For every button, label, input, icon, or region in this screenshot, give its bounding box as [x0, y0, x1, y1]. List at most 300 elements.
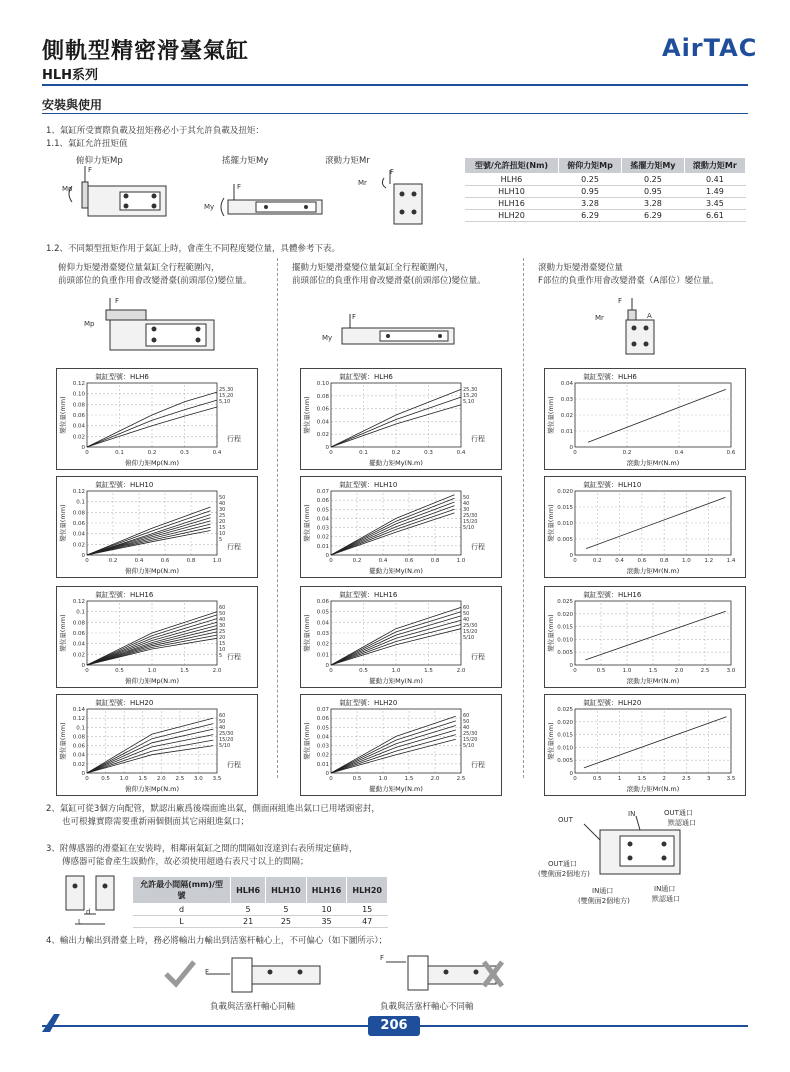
- chart-title: 氣缸型號：HLH16: [583, 591, 642, 599]
- x-tick-label: 0.6: [637, 558, 647, 564]
- y-tick-label: 0.04: [72, 641, 85, 648]
- series-label: 50: [463, 719, 470, 725]
- x-tick-label: 1: [617, 776, 622, 782]
- port-in-label: IN通口: [654, 885, 676, 893]
- x-tick-label: 0.8: [186, 558, 196, 564]
- x-tick-label: 2.0: [156, 776, 166, 782]
- series-label: 40: [463, 617, 470, 623]
- series-line: [588, 389, 726, 442]
- series-label: 25/30: [463, 623, 478, 629]
- torque-table-cell: 6.29: [622, 210, 685, 222]
- x-axis-label: 擺動力矩My(N.m): [369, 459, 423, 467]
- plot-area: [87, 709, 217, 773]
- x-axis-label: 滾動力矩Mr(N.m): [626, 459, 680, 467]
- chart-4: [56, 694, 258, 796]
- series-label: 5/10: [463, 525, 475, 531]
- x-tick-label: 1.5: [424, 668, 433, 674]
- series-label: 20: [219, 519, 226, 525]
- y-axis-label: 變位量(mm): [303, 722, 311, 760]
- y-tick-label: 0.04: [72, 531, 85, 538]
- series-label: 30: [219, 507, 226, 513]
- gap-table-header: HLH6: [231, 877, 266, 904]
- x-axis-label: 俯仰力矩Mp(N.m): [124, 785, 180, 793]
- series-label: 40: [219, 725, 226, 731]
- chart-3: [56, 586, 258, 688]
- gap-table-cell: d: [133, 904, 231, 916]
- series-label: 60: [463, 713, 470, 719]
- note-1: 1、氣缸所受實際負載及扭矩務必小于其允許負載及扭矩：: [46, 126, 264, 136]
- my-diagram: [206, 180, 326, 224]
- series-label: 5: [219, 537, 223, 543]
- col2-line2: 前頭部位的負重作用會改變滑臺(前頭部位)變位量。: [292, 276, 486, 286]
- mp-label: 俯仰力矩Mp: [76, 156, 123, 166]
- x-tick-label: 0.6: [726, 450, 736, 456]
- chart-5: [300, 368, 502, 470]
- y-axis-label: 變位量(mm): [59, 396, 67, 434]
- port-in: IN: [628, 810, 636, 818]
- x-axis-label: 俯仰力矩Mp(N.m): [124, 677, 180, 685]
- x-tick-label: 2.5: [456, 776, 466, 782]
- y-tick-label: 0.04: [72, 423, 85, 430]
- y-tick-label: 0: [569, 771, 573, 777]
- gap-table-row: [133, 904, 388, 916]
- torque-table-row: [465, 186, 746, 198]
- y-axis-label: 變位量(mm): [547, 614, 555, 652]
- x-tick-label: 1.0: [378, 776, 388, 782]
- note-2-line2: 也可根據實際需要重新兩個側面其它兩組進氣口；: [62, 817, 250, 827]
- y-tick-label: 0.1: [76, 499, 85, 506]
- y-tick-label: 0.02: [560, 413, 573, 419]
- series-label: 5: [219, 653, 223, 659]
- x-tick-label: 0: [329, 558, 333, 564]
- x-tick-label: 1.0: [391, 668, 401, 674]
- series-label: 40: [463, 725, 470, 731]
- y-tick-label: 0.06: [72, 743, 85, 750]
- y-tick-label: 0.010: [557, 637, 573, 644]
- ok-caption: 負載與活塞杆軸心同軸: [210, 1002, 296, 1012]
- y-tick-label: 0.02: [72, 761, 85, 768]
- y-tick-label: 0.06: [72, 413, 85, 419]
- y-axis-label: 變位量(mm): [547, 722, 555, 760]
- x-tick-label: 0.4: [456, 450, 466, 456]
- x-tick-label: 0: [85, 450, 89, 456]
- chart-title: 氣缸型號：HLH10: [95, 481, 154, 489]
- f-label-3: F: [390, 168, 395, 176]
- mp-diagram-col1: [80, 296, 220, 356]
- y-tick-label: 0: [569, 445, 573, 451]
- gap-table-row: [133, 916, 388, 928]
- page-title: 側軌型精密滑臺氣缸: [42, 39, 250, 64]
- series-label: 15/20: [219, 737, 234, 743]
- x-axis-label: 俯仰力矩Mp(N.m): [124, 567, 180, 575]
- torque-table-row: [465, 198, 746, 210]
- x-tick-label: 0.5: [592, 776, 602, 782]
- x-tick-label: 2.5: [175, 776, 185, 782]
- series-label: 25: [219, 513, 226, 519]
- y-tick-label: 0.03: [560, 397, 573, 403]
- y-tick-label: 0.015: [557, 505, 573, 511]
- x-tick-label: 3: [706, 776, 711, 782]
- chart-9: [544, 368, 746, 470]
- x-tick-label: 1.5: [404, 776, 414, 782]
- series-label: 25/30: [463, 513, 478, 519]
- y-tick-label: 0.01: [316, 652, 329, 659]
- series-label: 25: [219, 629, 226, 635]
- x-tick-label: 0.1: [359, 450, 368, 456]
- y-axis-label: 變位量(mm): [59, 614, 67, 652]
- port-default-label: 默認通口: [668, 819, 696, 827]
- section-heading: 安裝與使用: [42, 98, 103, 112]
- chart-title: 氣缸型號：HLH6: [339, 373, 393, 381]
- stroke-label: 行程: [227, 653, 241, 661]
- y-tick-label: 0.06: [316, 599, 329, 605]
- gap-table-header: 允許最小間隔(mm)/型號: [133, 877, 231, 904]
- torque-table: [464, 157, 746, 222]
- y-tick-label: 0.05: [316, 507, 329, 514]
- y-tick-label: 0.02: [316, 432, 329, 439]
- x-tick-label: 0.3: [424, 450, 433, 456]
- col2-line1: 擺動力矩變滑臺變位量氣缸全行程範圍內，: [292, 263, 454, 273]
- y-tick-label: 0.04: [316, 620, 329, 627]
- y-tick-label: 0: [81, 553, 85, 559]
- series-label: 5/10: [463, 743, 475, 749]
- series-label: 25/30: [219, 731, 234, 737]
- y-tick-label: 0.06: [316, 498, 329, 505]
- gap-table-header: HLH10: [266, 877, 307, 904]
- series-label: 15: [219, 525, 226, 531]
- note-3-line2: 傳感器可能會產生誤動作，故必須使用超過右表尺寸以上的間隔；: [62, 857, 309, 867]
- series-label: 5/10: [219, 743, 231, 749]
- series-label: 30: [463, 507, 470, 513]
- y-tick-label: 0.08: [72, 510, 85, 517]
- x-tick-label: 0.4: [674, 450, 684, 456]
- my-diagram-col2: [322, 312, 462, 352]
- y-tick-label: 0: [325, 445, 329, 451]
- y-tick-label: 0.02: [316, 752, 329, 759]
- gap-table-cell: 21: [231, 916, 266, 928]
- chart-11: [544, 586, 746, 688]
- f-label-7: F: [205, 968, 210, 976]
- y-tick-label: 0.015: [557, 624, 573, 631]
- torque-table-cell: 0.41: [684, 174, 745, 186]
- x-tick-label: 0: [85, 668, 89, 674]
- torque-table-header: 搖擺力矩My: [622, 158, 685, 174]
- x-tick-label: 0: [573, 558, 577, 564]
- y-tick-label: 0.025: [557, 599, 573, 605]
- chart-10: [544, 476, 746, 578]
- mr-label: 滾動力矩Mr: [325, 156, 370, 166]
- torque-table-cell: 6.61: [684, 210, 745, 222]
- y-tick-label: 0.02: [72, 652, 85, 659]
- y-axis-label: 變位量(mm): [547, 504, 555, 542]
- series-label: 15/20: [463, 629, 478, 635]
- x-tick-label: 1.5: [637, 776, 647, 782]
- chart-title: 氣缸型號：HLH20: [583, 699, 642, 707]
- x-axis-label: 俯仰力矩Mp(N.m): [124, 459, 180, 467]
- y-tick-label: 0: [81, 445, 85, 451]
- x-tick-label: 1.0: [147, 668, 157, 674]
- a-label: A: [647, 312, 652, 320]
- f-label-1: F: [88, 166, 93, 174]
- y-tick-label: 0.015: [557, 732, 573, 739]
- gap-table-cell: L: [133, 916, 231, 928]
- series-label: 30: [219, 623, 226, 629]
- x-tick-label: 0: [573, 776, 577, 782]
- y-tick-label: 0.02: [316, 534, 329, 541]
- y-tick-label: 0.06: [72, 521, 85, 527]
- y-tick-label: 0.04: [316, 419, 329, 426]
- mr-diagram: [370, 168, 430, 228]
- y-tick-label: 0: [325, 553, 329, 559]
- y-tick-label: 0.005: [557, 537, 573, 543]
- y-tick-label: 0.12: [72, 381, 85, 387]
- dim-l-label: L: [78, 918, 82, 926]
- x-tick-label: 0: [85, 776, 89, 782]
- x-tick-label: 2.5: [682, 776, 691, 782]
- x-tick-label: 3.0: [194, 776, 203, 782]
- col3-line2: F部位的負重作用會改變滑臺（A部位）變位量。: [538, 276, 719, 286]
- series-label: 10: [219, 531, 226, 537]
- y-tick-label: 0.02: [316, 641, 329, 648]
- y-tick-label: 0.1: [76, 609, 85, 616]
- gap-table-cell: 5: [266, 904, 307, 916]
- torque-table-cell: HLH6: [465, 174, 559, 186]
- torque-table-header: 俯仰力矩Mp: [558, 158, 621, 174]
- note-3-line1: 3、附傳感器的滑臺缸在安裝時，相鄰兩氣缸之間的間隔如沒達到右表所規定値時，: [46, 844, 358, 854]
- x-tick-label: 1.4: [726, 558, 736, 564]
- chart-6: [300, 476, 502, 578]
- y-tick-label: 0.005: [557, 758, 573, 765]
- y-tick-label: 0.04: [316, 734, 329, 741]
- stroke-label: 行程: [471, 435, 485, 443]
- y-tick-label: 0.06: [316, 716, 329, 723]
- y-tick-label: 0.020: [557, 489, 573, 495]
- y-tick-label: 0.1: [76, 725, 85, 732]
- series-label: 15: [219, 641, 226, 647]
- chart-title: 氣缸型號：HLH16: [339, 591, 398, 599]
- x-tick-label: 0.8: [430, 558, 440, 564]
- x-tick-label: 1.5: [180, 668, 189, 674]
- series-label: 25,30: [463, 387, 478, 393]
- column-divider-1: [277, 258, 278, 778]
- y-tick-label: 0.01: [316, 543, 329, 550]
- series-title: HLH系列: [42, 68, 99, 83]
- check-icon: [166, 962, 194, 984]
- x-tick-label: 1.2: [704, 558, 714, 564]
- x-tick-label: 1.0: [622, 668, 632, 674]
- y-tick-label: 0.08: [316, 393, 329, 400]
- load-axis-diagram: [160, 952, 620, 998]
- gap-table-cell: 10: [306, 904, 347, 916]
- y-tick-label: 0.08: [72, 620, 85, 627]
- y-tick-label: 0.12: [72, 599, 85, 605]
- note-1-1: 1.1、氣缸允許扭矩值: [46, 139, 128, 149]
- note-1-2: 1.2、不同類型扭矩作用于氣缸上時，會產生不同程度變位量，具體參考下表。: [46, 244, 341, 254]
- x-tick-label: 3.0: [726, 668, 736, 674]
- x-tick-label: 0: [573, 450, 577, 456]
- y-tick-label: 0.12: [72, 489, 85, 495]
- gap-table: [132, 876, 388, 928]
- y-axis-label: 變位量(mm): [303, 504, 311, 542]
- series-label: 50: [219, 495, 226, 501]
- page-number: 206: [368, 1016, 420, 1036]
- y-tick-label: 0.08: [72, 402, 85, 409]
- stroke-label: 行程: [471, 761, 485, 769]
- stroke-label: 行程: [227, 761, 241, 769]
- x-tick-label: 1.5: [648, 668, 658, 674]
- series-line: [87, 735, 213, 773]
- y-axis-label: 變位量(mm): [59, 722, 67, 760]
- col1-line2: 前頭部位的負重作用會改變滑臺(前頭部位)變位量。: [58, 276, 252, 286]
- series-label: 15,20: [463, 393, 478, 399]
- series-label: 50: [463, 495, 470, 501]
- note-4: 4、輸出力輸出到滑臺上時，務必將輸出力輸出到活塞杆軸心上，不可偏心（如下圖所示）；: [46, 936, 388, 946]
- y-tick-label: 0.010: [557, 521, 573, 527]
- y-tick-label: 0.01: [560, 429, 573, 435]
- y-tick-label: 0.14: [72, 707, 85, 713]
- torque-table-row: [465, 174, 746, 186]
- mp-diagram: [58, 164, 178, 226]
- torque-table-row: [465, 210, 746, 222]
- series-label: 40: [219, 501, 226, 507]
- x-tick-label: 2.0: [456, 668, 466, 674]
- series-line: [87, 400, 217, 447]
- x-tick-label: 0.2: [352, 558, 362, 564]
- x-tick-label: 1.0: [119, 776, 129, 782]
- series-label: 50: [219, 719, 226, 725]
- series-line: [87, 515, 211, 556]
- x-tick-label: 0.2: [592, 558, 602, 564]
- y-tick-label: 0.07: [316, 707, 329, 713]
- gap-table-cell: 35: [306, 916, 347, 928]
- f-label-5: F: [352, 313, 357, 321]
- note-2-line1: 2、氣缸可從3個方向配管，默認出廠爲後端面進出氣，側面兩組進出氣口已用堵頭密封，: [46, 804, 380, 814]
- y-tick-label: 0.04: [316, 516, 329, 523]
- y-axis-label: 變位量(mm): [303, 396, 311, 434]
- x-axis-label: 擺動力矩My(N.m): [369, 567, 423, 575]
- chart-title: 氣缸型號：HLH16: [95, 591, 154, 599]
- series-line: [331, 513, 455, 555]
- x-axis-label: 滾動力矩Mr(N.m): [626, 785, 680, 793]
- series-label: 5,10: [219, 399, 231, 405]
- x-tick-label: 0.5: [352, 776, 362, 782]
- x-tick-label: 2.0: [674, 668, 684, 674]
- series-line: [331, 735, 456, 773]
- torque-table-cell: 3.45: [684, 198, 745, 210]
- header-divider: [42, 84, 748, 86]
- x-tick-label: 0.2: [391, 450, 401, 456]
- torque-table-cell: 6.29: [558, 210, 621, 222]
- mp-symbol-col1: Mp: [84, 320, 95, 328]
- section-divider: [42, 113, 748, 114]
- series-line: [331, 721, 456, 773]
- series-label: 25,30: [219, 387, 234, 393]
- x-tick-label: 0.4: [615, 558, 624, 564]
- series-label: 40: [463, 501, 470, 507]
- mr-diagram-col3: [604, 296, 664, 358]
- series-line: [331, 739, 456, 773]
- y-tick-label: 0.04: [72, 752, 85, 759]
- series-label: 60: [463, 605, 470, 611]
- my-symbol-col2: My: [322, 334, 333, 342]
- x-tick-label: 3.5: [726, 776, 736, 782]
- y-tick-label: 0: [569, 663, 573, 669]
- plot-area: [575, 709, 731, 773]
- y-tick-label: 0.020: [557, 719, 573, 726]
- y-tick-label: 0.02: [72, 542, 85, 549]
- torque-table-header: 滾動力矩Mr: [684, 158, 745, 174]
- series-label: 60: [219, 605, 226, 611]
- stroke-label: 行程: [227, 543, 241, 551]
- x-tick-label: 0.6: [160, 558, 170, 564]
- chart-2: [56, 476, 258, 578]
- y-tick-label: 0.05: [316, 725, 329, 732]
- gap-table-header: HLH20: [347, 877, 388, 904]
- x-tick-label: 0.2: [147, 450, 157, 456]
- x-tick-label: 2.0: [212, 668, 222, 674]
- series-line: [87, 531, 211, 556]
- x-tick-label: 1.0: [212, 558, 222, 564]
- footer-arrow-icon: [42, 1014, 64, 1034]
- column-divider-2: [523, 258, 524, 778]
- torque-table-cell: 0.95: [622, 186, 685, 198]
- chart-title: 氣缸型號：HLH6: [583, 373, 637, 381]
- y-tick-label: 0.03: [316, 631, 329, 637]
- series-label: 5/10: [463, 635, 475, 641]
- series-label: 5,10: [463, 399, 475, 405]
- y-tick-label: 0: [325, 771, 329, 777]
- col1-line1: 俯仰力矩變滑臺變位量氣缸全行程範圍內，: [58, 263, 220, 273]
- port-out-side2: (雙側面2個地方): [538, 870, 590, 878]
- my-label: 搖擺力矩My: [222, 156, 269, 166]
- series-line: [87, 746, 213, 773]
- series-label: 40: [219, 617, 226, 623]
- chart-title: 氣缸型號：HLH6: [95, 373, 149, 381]
- y-tick-label: 0: [81, 663, 85, 669]
- port-in-default: 默認通口: [652, 895, 680, 903]
- series-line: [87, 718, 213, 773]
- port-out-label: OUT通口: [664, 809, 693, 817]
- torque-table-cell: 3.28: [558, 198, 621, 210]
- x-tick-label: 0.1: [115, 450, 124, 456]
- x-tick-label: 0: [329, 668, 333, 674]
- y-axis-label: 變位量(mm): [59, 504, 67, 542]
- y-tick-label: 0.010: [557, 745, 573, 752]
- mr-symbol: Mr: [358, 179, 367, 187]
- series-label: 15,20: [219, 393, 234, 399]
- y-tick-label: 0.02: [72, 434, 85, 441]
- y-tick-label: 0.08: [72, 734, 85, 741]
- y-tick-label: 0.04: [560, 381, 573, 387]
- y-tick-label: 0.10: [316, 381, 329, 387]
- x-axis-label: 擺動力矩My(N.m): [369, 785, 423, 793]
- y-tick-label: 0.07: [316, 489, 329, 495]
- x-tick-label: 3.5: [212, 776, 222, 782]
- x-tick-label: 0.3: [180, 450, 189, 456]
- port-out-side: OUT通口: [548, 860, 577, 868]
- torque-table-cell: HLH10: [465, 186, 559, 198]
- f-label-6: F: [618, 297, 623, 305]
- series-label: 15/20: [463, 737, 478, 743]
- y-tick-label: 0.025: [557, 707, 573, 713]
- mp-symbol: Mp: [62, 185, 73, 193]
- torque-table-cell: 3.28: [622, 198, 685, 210]
- x-axis-label: 滾動力矩Mr(N.m): [626, 677, 680, 685]
- y-tick-label: 0: [569, 553, 573, 559]
- y-tick-label: 0.12: [72, 716, 85, 723]
- x-tick-label: 0: [573, 668, 577, 674]
- x-tick-label: 0: [329, 450, 333, 456]
